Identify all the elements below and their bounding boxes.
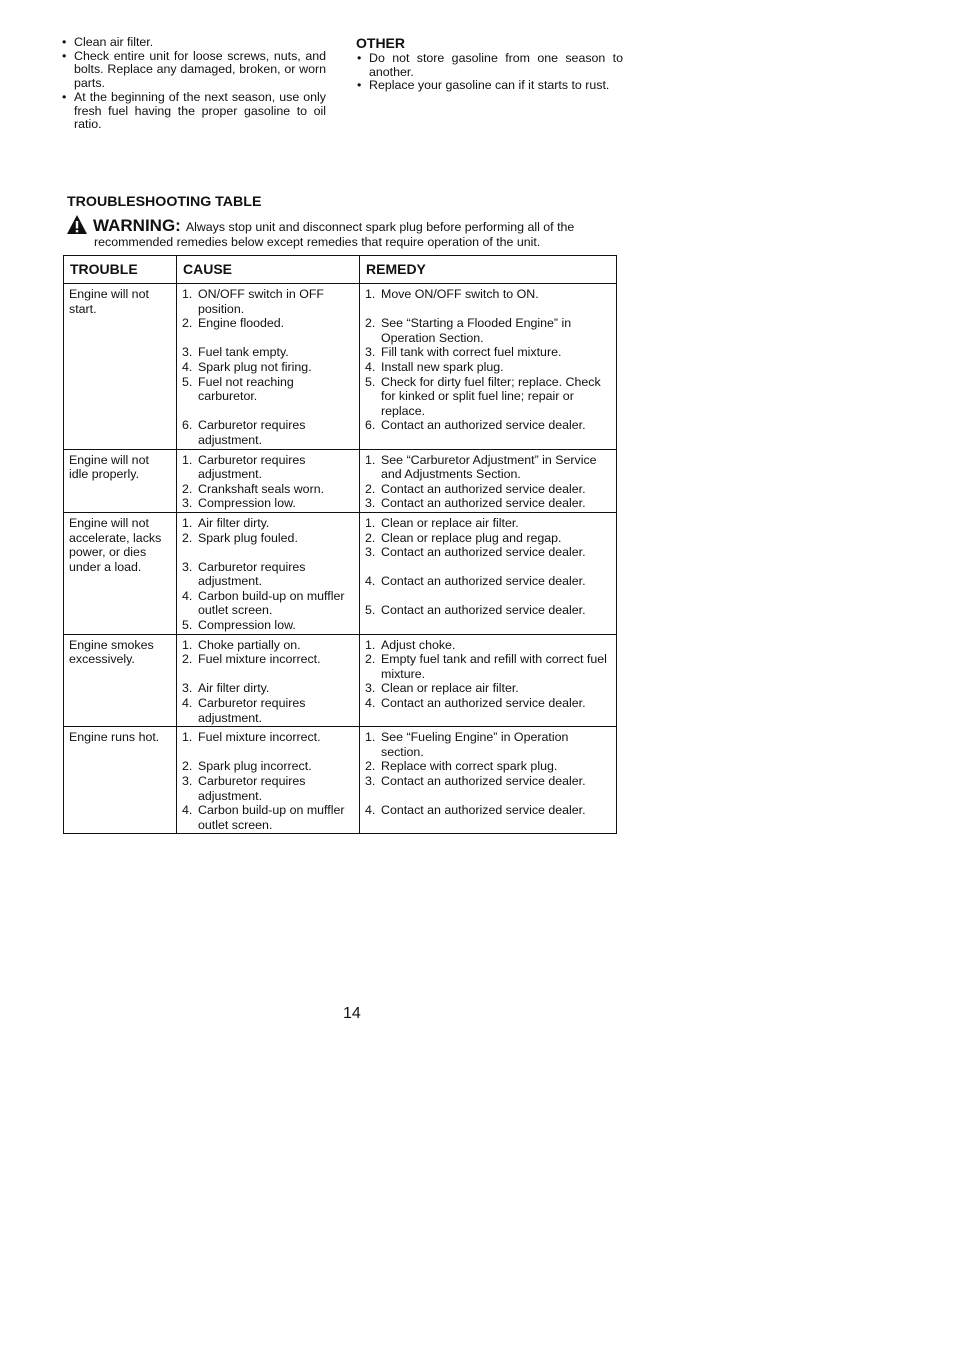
remedy-item: 6. Contact an authorized service dealer. [365,418,586,433]
remedy-cell [360,512,617,634]
remedy-item: 1. Clean or replace air filter. [365,515,519,530]
remedy-item: 1. See “Fueling Engine” in Operation section. [365,730,569,759]
remedy-item: 2. Empty fuel tank and refill with correct fuel mixture. [365,652,607,681]
warning-triangle-icon [66,214,88,235]
remedy-item: 3. Contact an authorized service dealer. [365,545,586,560]
maintenance-list-left [60,36,326,132]
remedy-item: 2. Contact an authorized service dealer. [365,481,586,496]
remedy-item: 1. Move ON/OFF switch to ON. [365,287,539,301]
cause-item: 6. Carburetor requires adjustment. [182,418,306,447]
cause-cell [177,727,360,834]
trouble-cell: Engine will not start. [64,284,177,450]
cause-item: 4. Carbon build-up on muffler outlet screen. [182,803,345,832]
cause-item: 1. ON/OFF switch in OFF position. [182,287,324,316]
page-number: 14 [343,1005,361,1022]
bullet-store-gasoline: • Do not store gasoline from one season to another. [355,52,623,79]
cause-cell [177,634,360,727]
remedy-cell [360,634,617,727]
cause-item: 1. Fuel mixture incorrect. [182,730,321,745]
remedy-item: 3. Fill tank with correct fuel mixture. [365,345,562,360]
cause-item: 3. Compression low. [182,496,296,511]
trouble-cell: Engine will not accelerate, lacks power, or dies under a load. [64,512,177,634]
table-row [64,284,617,450]
header-remedy: REMEDY [360,256,617,284]
bullet-replace-can: • Replace your gasoline can if it starts to rust. [355,79,623,93]
other-bullets [355,52,623,93]
cause-item: 3. Fuel tank empty. [182,345,289,360]
cause-cell [177,284,360,450]
remedy-item: 4. Contact an authorized service dealer. [365,696,586,711]
maintenance-bullets [60,36,326,132]
troubleshooting-title: TROUBLESHOOTING TABLE [67,194,262,210]
remedy-item: 5. Contact an authorized service dealer. [365,603,586,618]
cause-item: 2. Engine flooded. [182,316,285,331]
cause-item: 2. Fuel mixture incorrect. [182,652,321,667]
remedy-cell [360,449,617,512]
other-section [355,36,623,93]
cause-item: 1. Carburetor requires adjustment. [182,452,306,482]
trouble-cell: Engine will not idle properly. [64,449,177,512]
cause-item: 4. Spark plug not firing. [182,359,312,374]
remedy-item: 4. Contact an authorized service dealer. [365,803,586,818]
warning-text-line2: recommended remedies below except remedies that require operation of the unit. [94,235,541,249]
bullet-clean-air-filter: • Clean air filter. [60,36,326,50]
remedy-item: 2. Clean or replace plug and regap. [365,530,562,545]
remedy-item: 1. Adjust choke. [365,637,456,652]
header-trouble: TROUBLE [64,256,177,284]
table-row [64,727,617,834]
remedy-item: 3. Contact an authorized service dealer. [365,496,586,511]
warning-block [66,214,621,250]
cause-item: 2. Crankshaft seals worn. [182,481,325,496]
header-cause: CAUSE [177,256,360,284]
warning-label: WARNING: [93,216,181,235]
cause-item: 3. Carburetor requires adjustment. [182,774,306,803]
remedy-item: 4. Install new spark plug. [365,359,504,374]
remedy-item: 3. Contact an authorized service dealer. [365,774,586,788]
remedy-cell [360,284,617,450]
cause-item: 1. Choke partially on. [182,637,301,652]
cause-item: 5. Fuel not reaching carburetor. [182,374,294,404]
trouble-cell: Engine runs hot. [64,727,177,834]
remedy-item: 5. Check for dirty fuel filter; replace. Check for kinked or split fuel line; repair or replace. [365,374,601,418]
cause-item: 5. Compression low. [182,618,296,633]
cause-item: 1. Air filter dirty. [182,515,270,530]
cause-cell [177,449,360,512]
bullet-check-screws: • Check entire unit for loose screws, nuts, and bolts. Replace any damaged, broken, or worn parts. [60,50,326,91]
cause-item: 3. Carburetor requires adjustment. [182,559,306,589]
cause-item: 2. Spark plug incorrect. [182,759,312,774]
table-row [64,449,617,512]
remedy-item: 1. See “Carburetor Adjustment” in Service and Adjustments Section. [365,452,597,482]
remedy-item: 2. Replace with correct spark plug. [365,759,558,774]
cause-cell [177,512,360,634]
cause-item: 4. Carburetor requires adjustment. [182,696,306,725]
cause-item: 4. Carbon build-up on muffler outlet screen. [182,588,345,618]
remedy-item: 4. Contact an authorized service dealer. [365,574,586,589]
table-row [64,634,617,727]
cause-item: 3. Air filter dirty. [182,681,270,696]
remedy-item: 2. See “Starting a Flooded Engine” in Operation Section. [365,316,572,345]
trouble-cell: Engine smokes excessively. [64,634,177,727]
bullet-fresh-fuel: • At the beginning of the next season, use only fresh fuel having the proper gasoline to oil ratio. [60,91,326,132]
remedy-cell [360,727,617,834]
other-heading: OTHER [356,35,405,51]
cause-item: 2. Spark plug fouled. [182,530,298,545]
table-row [64,512,617,634]
troubleshooting-table [63,255,617,834]
remedy-item: 3. Clean or replace air filter. [365,681,519,696]
table-header-row [64,256,617,284]
warning-text-line1: Always stop unit and disconnect spark plug before performing all of the [185,220,575,234]
